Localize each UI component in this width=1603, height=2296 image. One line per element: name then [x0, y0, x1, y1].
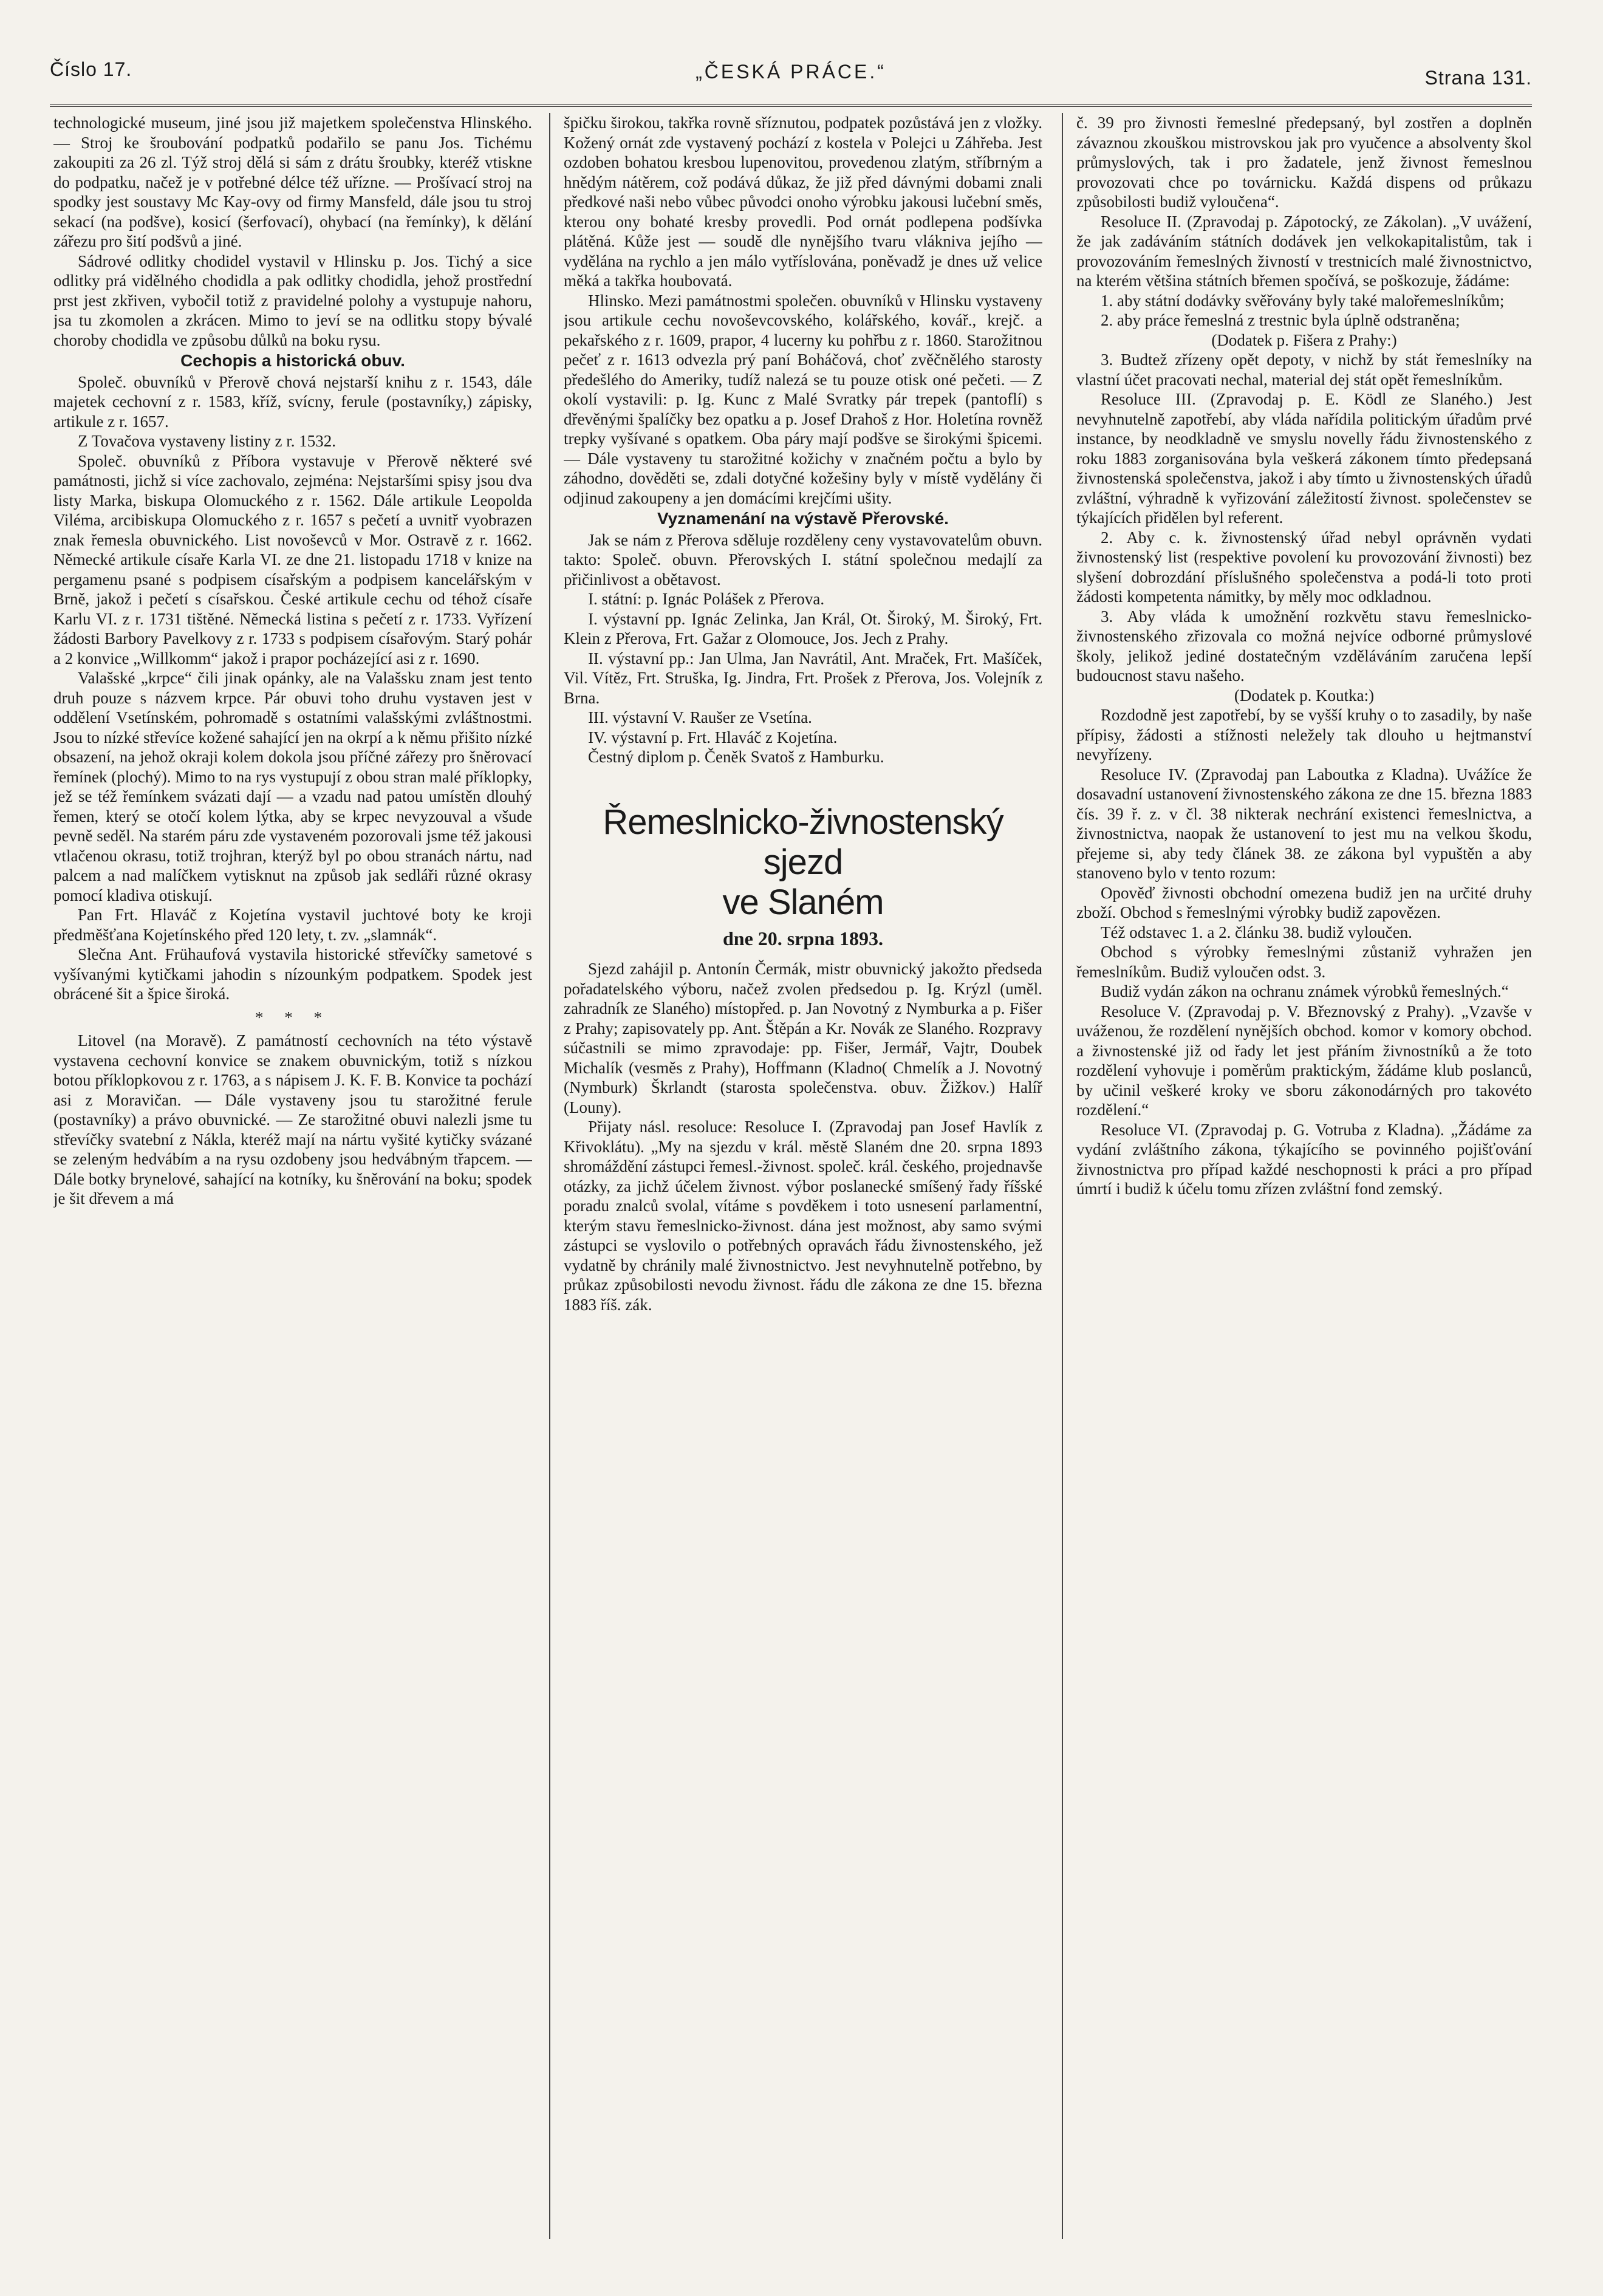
award-line: II. výstavní pp.: Jan Ulma, Jan Navrátil, Ant. Mraček, Frt. Mašíček, Vil. Vítěz, Frt. Struška, Ig. Jindra, Frt. Prošek z Přerova, Jos. Volejník z Brna. — [564, 649, 1042, 707]
paragraph: technologické museum, jiné jsou již majetkem společenstva Hlinského. — Stroj ke šroubování podpatků podařilo se panu Jos. Tichému zakoupiti za 26 zl. Týž stroj dělá si sám z drátu šroubky, kteréž vtiskne do podpatku, načež je v potřebné délce též uřízne. — Prošívací stroj na spodky jest soustavy Mc Kay-ovy od firmy Mansfeld, dále jsou tu stroj sekací (na podšve), kosicí (šerfovací), ohybací (na řemínky), k dělání zářezu pro šití podšvů a jiné. — [53, 114, 532, 250]
paragraph: Slečna Ant. Frühaufová vystavila historické střevíčky sametové s vyšívanými kytičkami jahodin s nízounkým podpatkem. Spodek jest obrácené šit a špice široká. — [53, 945, 532, 1003]
paragraph: Resoluce III. (Zpravodaj p. E. Ködl ze Slaného.) Jest nevyhnutelně zapotřebí, aby vláda nařídila politickým úřadům prvé instance, by neodkladně ve smyslu novelly řádu živnostenského z roku 1883 zorganisována byla veškerá zákonem tímto předepsaná živnostenská společenstva, jakož i aby tímto u živnostenských úřadů zvláštní, výhradně k vyřizování záležitostí živnost. společenstev se týkajících přidělen byl referent. — [1076, 390, 1532, 527]
list-item: 1. aby státní dodávky svěřovány byly také malořemeslníkům; — [1101, 291, 1505, 310]
column-2 — [564, 113, 1042, 2275]
article-date: dne 20. srpna 1893. — [722, 927, 884, 949]
page-header — [50, 58, 1532, 95]
header-rule — [50, 104, 1532, 107]
paragraph: Resoluce IV. (Zpravodaj pan Laboutka z Kladna). Uvážíce že dosavadní ustanovení živnostenského zákona ze dne 15. března 1883 čís. 39 ř. z. v čl. 38 nikterak nechrání existenci řemeslnictva, a živnostnictva, naopak že ustanovení to jest mu na velkou škodu, přejeme si, aby tedy článek 38. ze zákona byl vypuštěn a aby stanoveno bylo v tento rozum: — [1076, 765, 1532, 882]
paragraph: Z Tovačova vystaveny listiny z r. 1532. — [78, 432, 337, 450]
section-heading: Cechopis a historická obuv. — [180, 351, 405, 370]
paragraph: Společ. obuvníků v Přerově chová nejstarší knihu z r. 1543, dále majetek cechovní z r. 1583, kříž, svícny, ferule (postavníky,) zápisky, artikule z r. 1657. — [53, 372, 532, 431]
paragraph: Hlinsko. Mezi památnostmi společen. obuvníků v Hlinsku vystaveny jsou artikule cechu novoševcovského, kolářského, kovář., krejč. a pekařského z r. 1609, prapor, 4 lucerny ku pohřbu z r. 1860. Starožitnou pečeť z r. 1613 odvezla prý paní Boháčová, choť zvěčnělého starosty předešlého do Ameriky, tudíž nalezá se tu pouze otisk oné pečeti. — Z okolí vystavili: p. Ig. Kunc z Malé Svratky pár trepek (pantoflí) s dřevěnými špalíčky bez opatku a p. Josef Drahoš z Hor. Holetína rovněž trepky vyšívané s opatkem. Oba páry mají podšve se širokými špicemi. — Dále vystaveny tu starožitné kožichy v značném počtu a bylo by záhodno, dověděti se, zdali dotyčné kožešiny byly v místě vydělány či odjinud zakoupeny a jen domácími krejčími ušity. — [564, 291, 1042, 507]
paragraph: Jak se nám z Přerova sděluje rozděleny ceny vystavovatelům obuvn. takto: Společ. obuvn. Přerovských I. státní společnou medajlí za přičinlivost a obětavost. — [564, 530, 1042, 589]
paragraph: Litovel (na Moravě). Z památností cechovních na této výstavě vystavena cechovní konvice se znakem obuvnickým, totiž s nízkou botou příklopkovou z r. 1763, a s nápisem J. K. F. B. Konvice ta pochází asi z Moravičan. — Dále vystaveny jsou tu starožitné ferule (postavníky) a právo obuvnické. — Ze starožitné obuvi nalezli jsme tu střevíčky svatební z Nákla, kteréž mají na nártu vyšité kytičky svázané se zeleným hedvábím a na rysu ozdobeny jsou hedvábným třapcem. — Dále botky brynelové, sahající na kotníky, ku šněrování na boku; spodek je šit dřevem a má — [53, 1031, 532, 1208]
column-divider — [549, 113, 550, 2239]
article-title — [564, 802, 1042, 923]
paragraph: Rozdodně jest zapotřebí, by se vyšší kruhy o to zasadily, by naše přípisy, žádosti a stížnosti neležely tak dlouho u hejtmanství nevyřízeny. — [1076, 706, 1532, 764]
article-title-line: Řemeslnicko-živnostenský sjezd — [603, 802, 1003, 882]
paragraph: č. 39 pro živnosti řemeslné předepsaný, byl zostřen a doplněn závaznou zkouškou mistrovskou jak pro vyučence a absolventy škol průmyslových, tak i pro žadatele, jenž živnost řemeslnou provozovati chce po továrnicku. Každá dispens od průkazu způsobilosti budiž vyloučena“. — [1076, 114, 1532, 211]
section-separator: * * * — [255, 1008, 330, 1027]
article-title-line: ve Slaném — [722, 882, 884, 922]
page-number: Strana 131. — [1424, 67, 1532, 89]
award-line: I. státní: p. Ignác Polášek z Přerova. — [588, 590, 825, 608]
paragraph: Valašské „krpce“ čili jinak opánky, ale na Valašsku znam jest tento druh pouze s názvem krpce. Pár obuvi toho druhu vystaven jest v oddělení Vsetínském, pohromadě s ostatními valašskými zvláštnostmi. Jsou to nízké střevíce kožené sahající jen na okrpí a k němu přišito nízké obsazení, na jehož okraji kolem dokola jsou příčné zářezy pro šněrovací řemínek (plochý). Mimo to na rys vystupují z obou stran malé příklopky, jež se též řemínkem svázati dají — a vzadu nad patou umístěn dlouhý řemen, který se otočí kolem lýtka, aby se krpec nevyzouval a všude pevně seděl. Na starém páru zde vystaveném pozorovali jsme též jakousi vtlačenou okrasu, totiž trojhran, kterýž byl po obou stranách nártu, nad palcem a nad malíčkem vytisknut na způsob jak sedláři různé okrasy pomocí kladiva otiskují. — [53, 669, 532, 904]
addendum-note: (Dodatek p. Koutka:) — [1234, 686, 1375, 705]
journal-title: „ČESKÁ PRÁCE.“ — [696, 61, 886, 83]
column-divider — [1062, 113, 1063, 2239]
award-line: IV. výstavní p. Frt. Hlaváč z Kojetína. — [588, 728, 838, 747]
paragraph: Přijaty násl. resoluce: Resoluce I. (Zpravodaj pan Josef Havlík z Křivoklátu). „My na sjezdu v král. městě Slaném dne 20. srpna 1893 shromáždění zástupci řemesl.-živnost. společ. král. českého, projednavše otázky, za jichž účelem živnost. výbor poslanecké smíšený řady říšské poradu znalců svolal, vítáme s povděkem i toto usnesení parlamentní, kterým stavu řemeslnicko-živnost. dána jest možnost, aby samo svými zástupci se vyslovilo o potřebných opravách řádu živnostenského, jež vydatně by chránily malé živnostnictvo. Jest nevyhnutelně potřebno, by průkaz způsobilosti nevodu živnost. řádu dle zákona ze dne 15. března 1883 říš. zák. — [564, 1118, 1042, 1314]
paragraph: špičku širokou, takřka rovně sříznutou, podpatek pozůstává jen z vložky. Kožený ornát zde vystavený pochází z kostela v Polejci u Záhřeba. Jest ozdoben bohatou kresbou lupenovitou, provedenou zlatým, stříbrným a hnědým nátěrem, což podává důkaz, že již před dávnými dobami znali předkové naši nebo vůbec původci onoho výrobku jakousi lučební směs, kterou ony bohaté kresby provedli. Pod ornát podlepena podšívka plátěná. Kůže jest — soudě dle nynějšího tvaru vlákniva jejího — vydělána na rychlo a jen málo vytříslována, poněvadž je dnes už velice měká a takřka houbovatá. — [564, 114, 1042, 290]
list-item: 2. Aby c. k. živnostenský úřad nebyl oprávněn vydati živnostenský list (respektive povolení ku provozování živnosti) bez slyšení dobrozdání příslušného společenstva a podá-li toto proti žádosti kompetenta námitky, by měly moc odkladnou. — [1076, 528, 1532, 606]
paragraph: Resoluce V. (Zpravodaj p. V. Březnovský z Prahy). „Vzavše v uváženou, že rozdělení nynějších obchod. komor v komory obchod. a živnostenské již od řady let jest přáním živnostníků a že toto rozdělení vyhovuje i poměrům praktickým, žádáme klub poslanců, by učinil veškeré kroky ve sboru zákonodárných pro takovéto rozdělení.“ — [1076, 1002, 1532, 1119]
award-line: Čestný diplom p. Čeněk Svatoš z Hamburku. — [588, 748, 884, 766]
list-item: 3. Budtež zřízeny opět depoty, v nichž by stát řemeslníky na vlastní účet pracovati nechal, material dej stát opět řemeslníkům. — [1076, 350, 1532, 389]
paragraph: Budiž vydán zákon na ochranu známek výrobků řemeslných.“ — [1101, 982, 1509, 1000]
paragraph: Sjezd zahájil p. Antonín Čermák, mistr obuvnický jakožto předseda pořadatelského výboru, načež zvolen předsedou p. Ig. Krýzl (uměl. zahradník ze Slaného) místopřed. p. Jan Novotný z Nymburka a p. Fišer z Prahy; zapisovately pp. Ant. Štěpán a Kr. Novák ze Slaného. Rozpravy súčastnili se mimo zpravodaje: pp. Fišer, Jermář, Vajtr, Doubek Michalík (vesměs z Prahy), Hoffmann (Kladno( Chmelík a J. Novotný (Nymburk) Škrlandt (starosta společenstva. obuv. Žižkov.) Halíř (Louny). — [564, 960, 1042, 1116]
paragraph: Společ. obuvníků z Příbora vystavuje v Přerově některé své památnosti, jichž si více zachovalo, zejména: Nejstaršími spisy jsou dva listy Marka, biskupa Olomuckého z r. 1562. Dále artikule Leopolda Viléma, arcibiskupa Olomuckého z r. 1657 s pečetí a uvnitř vyobrazen znak řemesla obuvnického. List novoševců v Mor. Ostravě z r. 1662. Německé artikule císaře Karla VI. ze dne 21. listopadu 1718 v knize na pergamenu psané s podpisem císařským a podpisem kancelářským v Brně, jakož i pečetí s císařskou. České artikule cechu od téhož císaře Karlu VI. z r. 1731 tištěné. Německá listina s pečetí z r. 1733. Vyřízení žádosti Barbory Pavelkovy z r. 1733 s podpisem císařovým. Starý pohár a 2 konvice „Willkomm“ jakož i prapor pocházející asi z r. 1690. — [53, 451, 532, 668]
paragraph: Obchod s výrobky řemeslnými zůstaniž vyhražen jen řemeslníkům. Budiž vyloučen odst. 3. — [1076, 943, 1532, 981]
paragraph: Resoluce VI. (Zpravodaj p. G. Votruba z Kladna). „Žádáme za vydání zvláštního zákona, týkajícího se povinného pojišťování živnostnictva pro případ každé neschopnosti k práci a pro případ úmrtí i budiž k účelu tomu zřízen zvláštní fond zemský. — [1076, 1120, 1532, 1198]
award-line: I. výstavní pp. Ignác Zelinka, Jan Král, Ot. Široký, M. Široký, Frt. Klein z Přerova, Frt. Gažar z Olomouce, Jos. Jech z Prahy. — [564, 609, 1042, 647]
paragraph: Též odstavec 1. a 2. článku 38. budiž vyloučen. — [1101, 923, 1412, 941]
issue-number: Číslo 17. — [50, 58, 132, 80]
paragraph: Pan Frt. Hlaváč z Kojetína vystavil juchtové boty ke kroji předměšťana Kojetínského před 120 lety, t. zv. „slamnák“. — [53, 906, 532, 944]
list-item: 3. Aby vláda k umožnění rozkvětu stavu řemeslnicko-živnostenského zřizovala co možná nejvíce odborné průmyslové školy, jelikož jediné dostatečným vzděláváním zaručena lepší budoucnost stavu našeho. — [1076, 607, 1532, 685]
list-item: 2. aby práce řemeslná z trestnic byla úplně odstraněna; — [1101, 311, 1460, 329]
column-3 — [1076, 113, 1532, 2275]
column-1 — [53, 113, 532, 2275]
paragraph: Sádrové odlitky chodidel vystavil v Hlinsku p. Jos. Tichý a sice odlitky prá vidělného chodidla a pak odlitky chodidla, jehož prostřední prst jest zkřiven, vybočil totiž z pravidelné polohy a vystupuje nahoru, jsa tu zkomolen a zkrácen. Mimo to jeví se na odlitku stopy bývalé choroby chodidla ve způsobu důlků na boku rysu. — [53, 251, 532, 349]
paragraph: Resoluce II. (Zpravodaj p. Zápotocký, ze Zákolan). „V uvážení, že jak zadáváním státních dodávek jen velkokapitalistům, tak i provozováním řemeslných živností v trestnicích malé živnostnictvo, na kterém většina státních břemen spočívá, se poškozuje, žádáme: — [1076, 212, 1532, 290]
award-line: III. výstavní V. Raušer ze Vsetína. — [588, 708, 812, 726]
addendum-note: (Dodatek p. Fišera z Prahy:) — [1211, 330, 1397, 349]
section-heading: Vyznamenání na výstavě Přerovské. — [657, 509, 949, 528]
paragraph: Opověď živnosti obchodní omezena budiž jen na určité druhy zboží. Obchod s řemeslnými výrobky budiž zapovězen. — [1076, 883, 1532, 921]
